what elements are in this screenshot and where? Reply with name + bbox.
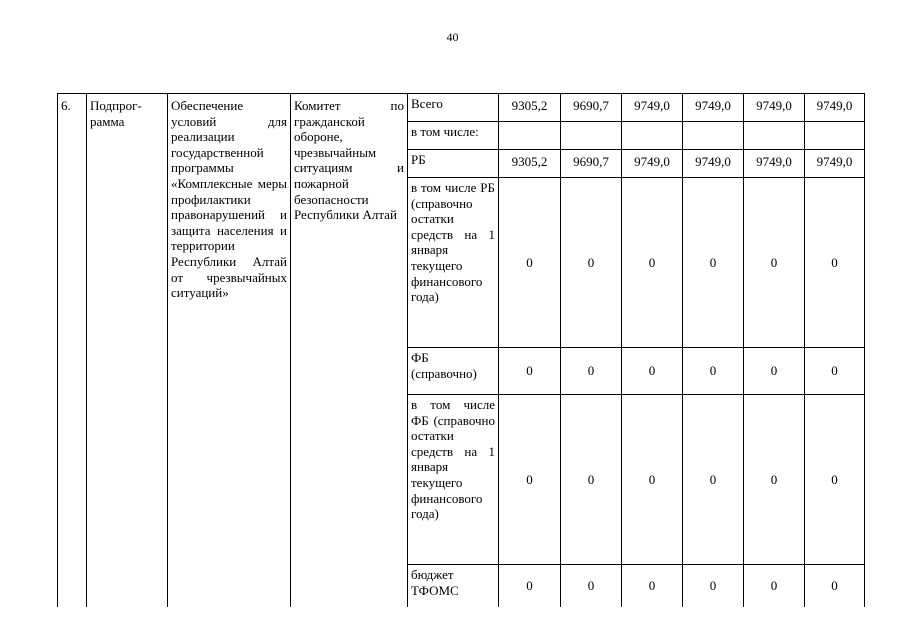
value-cell: 0 <box>561 348 622 395</box>
value-cell: 0 <box>744 178 805 348</box>
value-cell: 0 <box>561 178 622 348</box>
value-cell: 0 <box>499 395 561 565</box>
value-cell: 0 <box>805 178 865 348</box>
value-cell: 9749,0 <box>805 94 865 122</box>
value-cell <box>805 122 865 150</box>
value-cell: 0 <box>805 565 865 608</box>
program-type-cell: Подпрог- рамма <box>87 94 168 608</box>
funding-source-cell: в том числе: <box>408 122 499 150</box>
value-cell: 0 <box>744 565 805 608</box>
value-cell: 9305,2 <box>499 94 561 122</box>
value-cell: 9749,0 <box>744 94 805 122</box>
funding-source-cell: Всего <box>408 94 499 122</box>
value-cell: 0 <box>744 348 805 395</box>
value-cell <box>561 122 622 150</box>
program-name-cell: Обеспечение условий для реализации государственной программы «Комплексные меры профилактики правонарушений и защита населения и территории Республики Алтай от чрезвычайных ситуаций» <box>168 94 291 608</box>
page-number: 40 <box>446 30 459 44</box>
value-cell: 0 <box>499 178 561 348</box>
funding-source-cell: в том числе ФБ (справочно остатки средств на 1 января текущего финансового года) <box>408 395 499 565</box>
value-cell: 0 <box>499 565 561 608</box>
value-cell: 0 <box>561 395 622 565</box>
value-cell <box>683 122 744 150</box>
value-cell: 9749,0 <box>683 150 744 178</box>
funding-source-cell: в том числе РБ (справочно остатки средств на 1 января текущего финансового года) <box>408 178 499 348</box>
value-cell: 9305,2 <box>499 150 561 178</box>
value-cell: 0 <box>744 395 805 565</box>
table-row-total <box>58 94 865 122</box>
value-cell: 0 <box>683 348 744 395</box>
executor-cell: Комитет по гражданской обороне, чрезвычайным ситуациям и пожарной безопасности Республики Алтай <box>291 94 408 608</box>
funding-source-cell: ФБ (справочно) <box>408 348 499 395</box>
funding-source-cell: бюджет ТФОМС <box>408 565 499 608</box>
value-cell <box>499 122 561 150</box>
value-cell: 0 <box>683 565 744 608</box>
value-cell: 0 <box>561 565 622 608</box>
value-cell: 9749,0 <box>622 150 683 178</box>
value-cell: 0 <box>683 395 744 565</box>
value-cell: 0 <box>683 178 744 348</box>
value-cell: 0 <box>622 348 683 395</box>
row-number-cell: 6. <box>58 94 87 608</box>
value-cell: 9749,0 <box>622 94 683 122</box>
value-cell: 9749,0 <box>744 150 805 178</box>
value-cell: 0 <box>499 348 561 395</box>
value-cell: 9749,0 <box>683 94 744 122</box>
value-cell: 0 <box>622 565 683 608</box>
value-cell: 9749,0 <box>805 150 865 178</box>
value-cell <box>744 122 805 150</box>
value-cell: 0 <box>805 348 865 395</box>
program-funding-table <box>57 93 865 607</box>
value-cell: 0 <box>622 178 683 348</box>
value-cell <box>622 122 683 150</box>
value-cell: 9690,7 <box>561 150 622 178</box>
value-cell: 9690,7 <box>561 94 622 122</box>
value-cell: 0 <box>805 395 865 565</box>
value-cell: 0 <box>622 395 683 565</box>
funding-source-cell: РБ <box>408 150 499 178</box>
